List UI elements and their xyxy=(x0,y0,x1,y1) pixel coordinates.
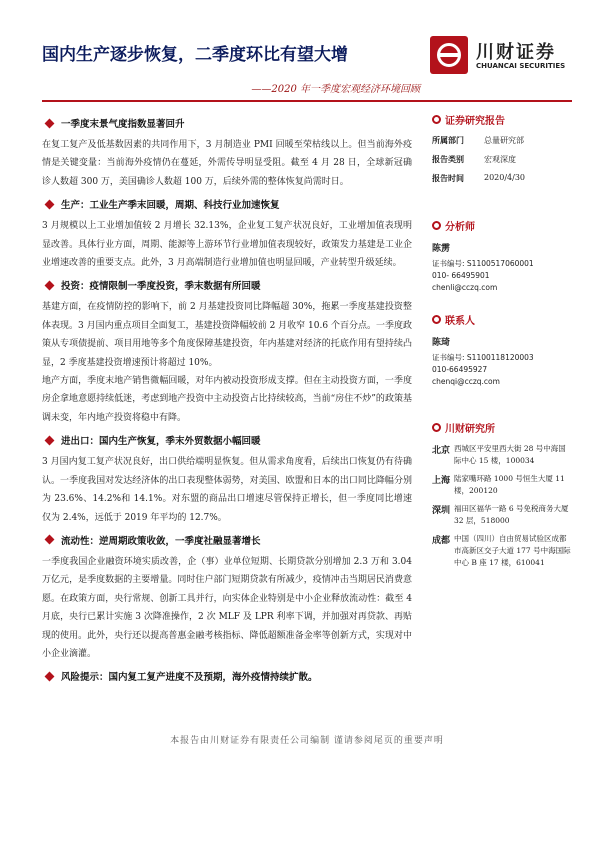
office-item xyxy=(432,503,572,527)
section-production xyxy=(42,197,412,272)
office-address: 福田区福华一路 6 号免税商务大厦 32 层，518000 xyxy=(454,504,569,525)
analyst-icon xyxy=(432,221,441,230)
sidebar-heading-text: 证券研究报告 xyxy=(445,116,505,127)
analyst-phone: 010- 66495901 xyxy=(432,271,490,280)
diamond-bullet-icon xyxy=(45,118,55,128)
section-heading-text: 进出口：国内生产恢复，季末外贸数据小幅回暖 xyxy=(61,436,261,448)
sidebar-heading xyxy=(432,420,572,435)
section-risk xyxy=(42,669,412,683)
report-icon xyxy=(432,115,441,124)
section-trade xyxy=(42,433,412,527)
meta-row xyxy=(432,173,572,184)
office-item xyxy=(432,473,572,497)
office-item xyxy=(432,443,572,467)
section-heading-text: 投资：疫情限制一季度投资，季末数据有所回暖 xyxy=(61,281,261,293)
analyst-name: 陈雳 xyxy=(432,244,451,254)
sidebar-heading xyxy=(432,112,572,127)
section-heading-text: 一季度末景气度指数显著回升 xyxy=(61,119,185,130)
meta-row xyxy=(432,135,572,146)
logo-name-en: CHUANCAI SECURITIES xyxy=(476,62,566,70)
section-heading xyxy=(42,197,412,211)
analyst-email[interactable]: chenli@cczq.com xyxy=(432,283,498,292)
section-paragraph: 3 月规模以上工业增加值较 2 月增长 32.13%，企业复工复产状况良好，工业增加值表现明显改善。具体行业方面，周期、能源等上游环节行业增加值表现较好，政策发力基建是工业企业增速改善的重要支点。此外，3 月高端制造行业增加值也明显回暖，产业转型升级延续。 xyxy=(42,221,412,269)
office-city: 成都 xyxy=(432,536,451,546)
section-paragraph: 地产方面，季度末地产销售微幅回暖，对年内被动投资形成支撑。但在主动投资方面，一季度房企拿地意愿持续低迷，考虑到地产投资中主动投资占比持续较高，当前“房住不炒”的政策基调未变，年内地产投资将稳中有降。 xyxy=(42,376,412,423)
contact-icon xyxy=(432,315,441,324)
section-heading-text: 生产：工业生产季末回暖，周期、科技行业加速恢复 xyxy=(61,200,280,212)
meta-key: 报告类别 xyxy=(432,155,464,164)
section-investment xyxy=(42,278,412,427)
section-heading xyxy=(42,278,412,292)
section-paragraph: 在复工复产及低基数因素的共同作用下，3 月制造业 PMI 回暖至荣枯线以上。但当前海外疫情是关键变量：当前海外疫情仍在蔓延，外需传导明显受阻。截至 4 月 28 日，全球新冠确诊人数超 300 万，美国确诊人数超 100 万，后续外需的整体恢复尚需时日。 xyxy=(42,140,412,187)
diamond-bullet-icon xyxy=(45,435,55,445)
section-paragraph: 基建方面，在疫情防控的影响下，前 2 月基建投资同比降幅超 30%，拖累一季度基建投资整体表现。3 月国内重点项目全面复工，基建投资降幅较前 2 月收窄 10.6 个百分点。一季度政策从专项债提前、项目用地等多个角度保障基建投资，年内基建对经济的托底作用有望持续凸显，2 季度基建投资增速预计将超过 10%。 xyxy=(42,302,412,368)
contact-email[interactable]: chenqi@cczq.com xyxy=(432,377,500,386)
section-heading xyxy=(42,433,412,447)
meta-key: 所属部门 xyxy=(432,136,464,145)
diamond-bullet-icon xyxy=(45,535,55,545)
sidebar xyxy=(432,112,572,575)
sidebar-heading xyxy=(432,312,572,327)
meta-key: 报告时间 xyxy=(432,174,464,183)
office-city: 深圳 xyxy=(432,506,451,516)
report-subtitle: ——2020 年一季度宏观经济环境回顾 xyxy=(251,84,420,95)
meta-value: 总量研究部 xyxy=(484,136,524,145)
office-city: 上海 xyxy=(432,476,451,486)
page-footer: 本报告由川财证券有限责任公司编制 谨请参阅尾页的重要声明 xyxy=(170,736,444,746)
diamond-bullet-icon xyxy=(45,199,55,209)
meta-value: 2020/4/30 xyxy=(484,173,526,182)
meta-value: 宏观深度 xyxy=(484,155,516,164)
office-address: 西城区平安里西大街 28 号中海国际中心 15 楼，100034 xyxy=(454,444,566,465)
section-liquidity xyxy=(42,533,412,663)
institute-icon xyxy=(432,423,441,432)
sidebar-heading-text: 联系人 xyxy=(445,316,475,327)
office-item xyxy=(432,533,572,569)
office-address: 中国（四川）自由贸易试验区成都市高新区交子大道 177 号中海国际中心 B 座 17 楼，610041 xyxy=(454,534,571,567)
header-divider xyxy=(42,100,572,102)
main-content xyxy=(42,110,412,689)
office-city: 北京 xyxy=(432,446,451,456)
diamond-bullet-icon xyxy=(45,280,55,290)
meta-row xyxy=(432,154,572,165)
section-heading xyxy=(42,116,412,130)
section-heading xyxy=(42,533,412,547)
section-prosperity xyxy=(42,116,412,191)
logo-mark-icon xyxy=(430,36,468,74)
sidebar-heading xyxy=(432,218,572,233)
contact-phone: 010-66495927 xyxy=(432,365,488,374)
contact-name: 陈琦 xyxy=(432,338,451,348)
company-logo xyxy=(430,36,570,78)
diamond-bullet-icon xyxy=(45,671,55,681)
section-heading-text: 风险提示：国内复工复产进度不及预期，海外疫情持续扩散。 xyxy=(61,672,318,684)
sidebar-heading-text: 川财研究所 xyxy=(445,424,495,435)
logo-name-cn: 川财证券 xyxy=(476,42,556,63)
analyst-cert: 证书编号: S1100517060001 xyxy=(432,259,534,268)
section-paragraph: 3 月国内复工复产状况良好，出口供给端明显恢复。但从需求角度看，后续出口恢复仍有待确认。一季度我国对发达经济体的出口表现整体弱势，对美国、欧盟和日本的出口同比降幅分别为 23.6%、14.2%和 14.1%。对东盟的商品出口增速尽管保持正增长，但一季度同比增速仅为 2.4%，远低于 2019 年平均的 12.7%。 xyxy=(42,457,412,523)
contact-cert: 证书编号: S1100118120003 xyxy=(432,353,534,362)
section-heading xyxy=(42,669,412,683)
report-title: 国内生产逐步恢复，二季度环比有望大增 xyxy=(42,45,348,65)
sidebar-heading-text: 分析师 xyxy=(445,222,475,233)
office-address: 陆家嘴环路 1000 号恒生大厦 11 楼，200120 xyxy=(454,474,565,495)
section-heading-text: 流动性：逆周期政策收敛，一季度社融显著增长 xyxy=(61,535,261,547)
section-paragraph: 一季度我国企业融资环境实质改善，企（事）业单位短期、长期贷款分别增加 2.3 万和 3.04 万亿元，是季度数据的主要增量。同时住户部门短期贷款有所减少，疫情冲击当期居民消费意愿。在政策方面，央行常规、创新工具并行，向实体企业特别是中小企业释放流动性：截至 4 月底，央行已累计实施 3 次降准操作，2 次 MLF 及 LPR 利率下调，并加强对再贷款、再贴现的使用。此外，央行还以提高普惠金融考核指标、降低超额准备金率等创新方式，实现对中小企业滴灌。 xyxy=(42,556,412,659)
